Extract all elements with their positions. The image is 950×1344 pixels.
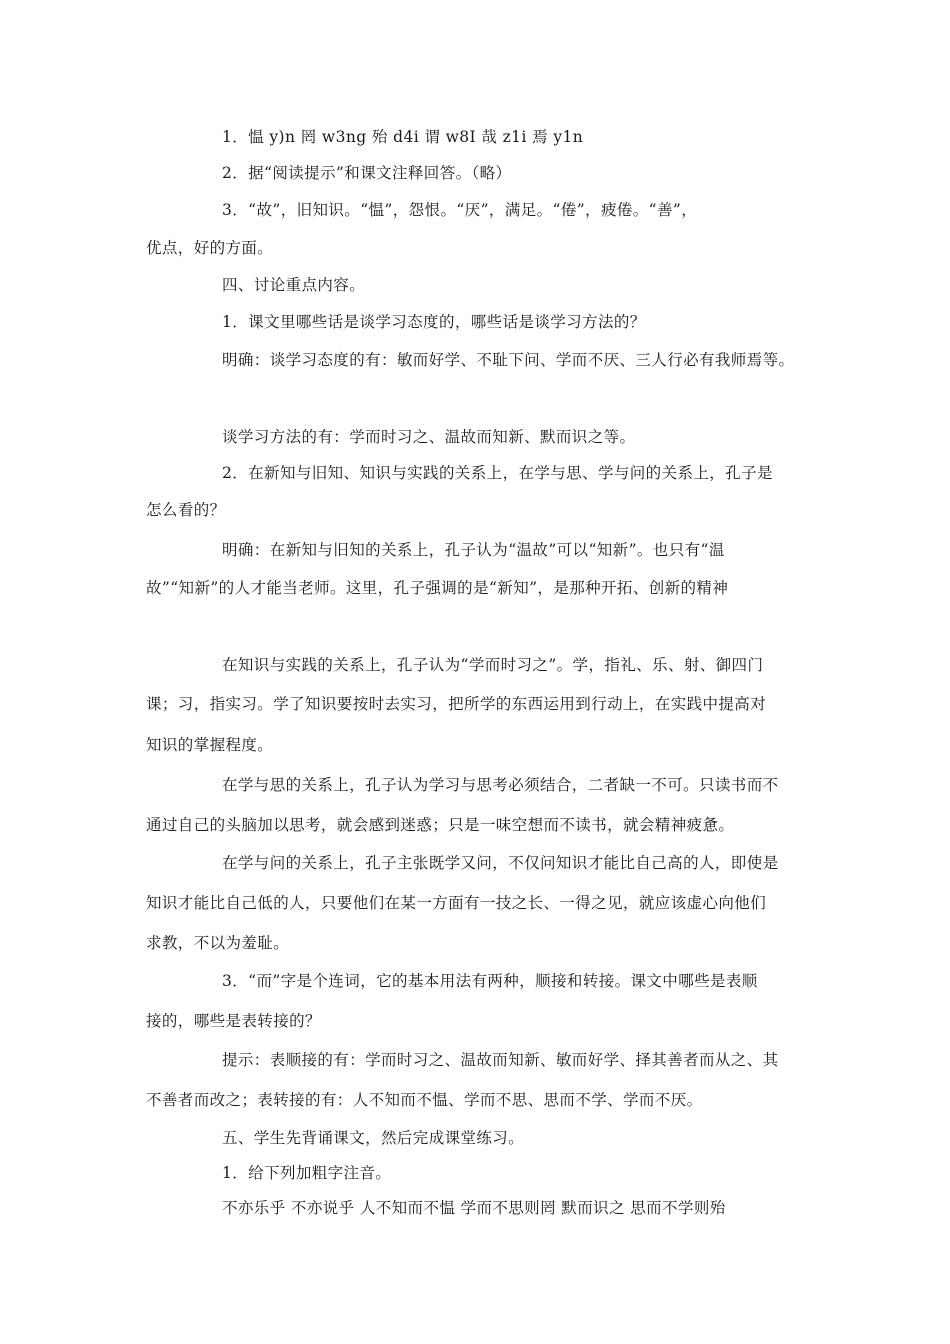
answer-practice-line: 在知识与实践的关系上，孔子认为“学而时习之”。学，指礼、乐、射、御四门 <box>222 656 764 674</box>
hint-line: 提示：表顺接的有：学而时习之、温故而知新、敏而好学、择其善者而从之、其 <box>222 1051 779 1069</box>
pinyin-answer-line: 1．愠 y)n 罔 w3ng 殆 d4i 谓 w8I 哉 z1i 焉 y1n <box>222 128 584 146</box>
answer-attitude-line: 明确：谈学习态度的有：敏而好学、不耻下问、学而不厌、三人行必有我师焉等。 <box>222 351 795 369</box>
answer-thinking-continuation: 通过自己的头脑加以思考，就会感到迷惑；只是一味空想而不读书，就会精神疲惫。 <box>146 816 735 834</box>
question-2-continuation: 怎么看的？ <box>146 501 226 519</box>
exercise-1-line: 1．给下列加粗字注音。 <box>222 1164 392 1182</box>
question-2-line: 2．在新知与旧知、知识与实践的关系上，在学与思、学与问的关系上，孔子是 <box>222 464 773 482</box>
question-1-line: 1．课文里哪些话是谈学习态度的，哪些话是谈学习方法的？ <box>222 313 646 331</box>
answer-asking-continuation-1: 知识才能比自己低的人，只要他们在某一方面有一技之长、一得之见，就应该虚心向他们 <box>146 894 767 912</box>
answer-thinking-line: 在学与思的关系上，孔子认为学习与思考必须结合，二者缺一不可。只读书而不 <box>222 776 779 794</box>
answer-2-line: 2．据“阅读提示”和课文注释回答。（略） <box>222 164 512 182</box>
answer-practice-continuation-1: 课；习，指实习。学了知识要按时去实习，把所学的东西运用到行动上，在实践中提高对 <box>146 695 767 713</box>
answer-asking-continuation-2: 求教，不以为羞耻。 <box>146 934 290 952</box>
answer-practice-continuation-2: 知识的掌握程度。 <box>146 736 274 754</box>
exercise-1-items: 不亦乐乎 不亦说乎 人不知而不愠 学而不思则罔 默而识之 思而不学则殆 <box>222 1199 726 1217</box>
question-3-line: 3．“而”字是个连词，它的基本用法有两种，顺接和转接。课文中哪些是表顺 <box>222 972 758 990</box>
question-3-continuation: 接的，哪些是表转接的？ <box>146 1012 321 1030</box>
answer-new-old-continuation: 故”“知新”的人才能当老师。这里，孔子强调的是“新知”，是那种开拓、创新的精神 <box>146 579 729 597</box>
section-4-heading: 四、讨论重点内容。 <box>222 276 366 294</box>
section-5-heading: 五、学生先背诵课文，然后完成课堂练习。 <box>222 1129 525 1147</box>
answer-new-old-line: 明确：在新知与旧知的关系上，孔子认为“温故”可以“知新”。也只有“温 <box>222 541 725 559</box>
answer-3-continuation: 优点，好的方面。 <box>146 239 274 257</box>
hint-continuation: 不善者而改之；表转接的有：人不知而不愠、学而不思、思而不学、学而不厌。 <box>146 1091 703 1109</box>
answer-3-line: 3．“故”，旧知识。“愠”，怨恨。“厌”，满足。“倦”，疲倦。“善”， <box>222 201 698 219</box>
answer-method-line: 谈学习方法的有：学而时习之、温故而知新、默而识之等。 <box>222 428 636 446</box>
answer-asking-line: 在学与问的关系上，孔子主张既学又问，不仅问知识才能比自己高的人，即使是 <box>222 854 779 872</box>
